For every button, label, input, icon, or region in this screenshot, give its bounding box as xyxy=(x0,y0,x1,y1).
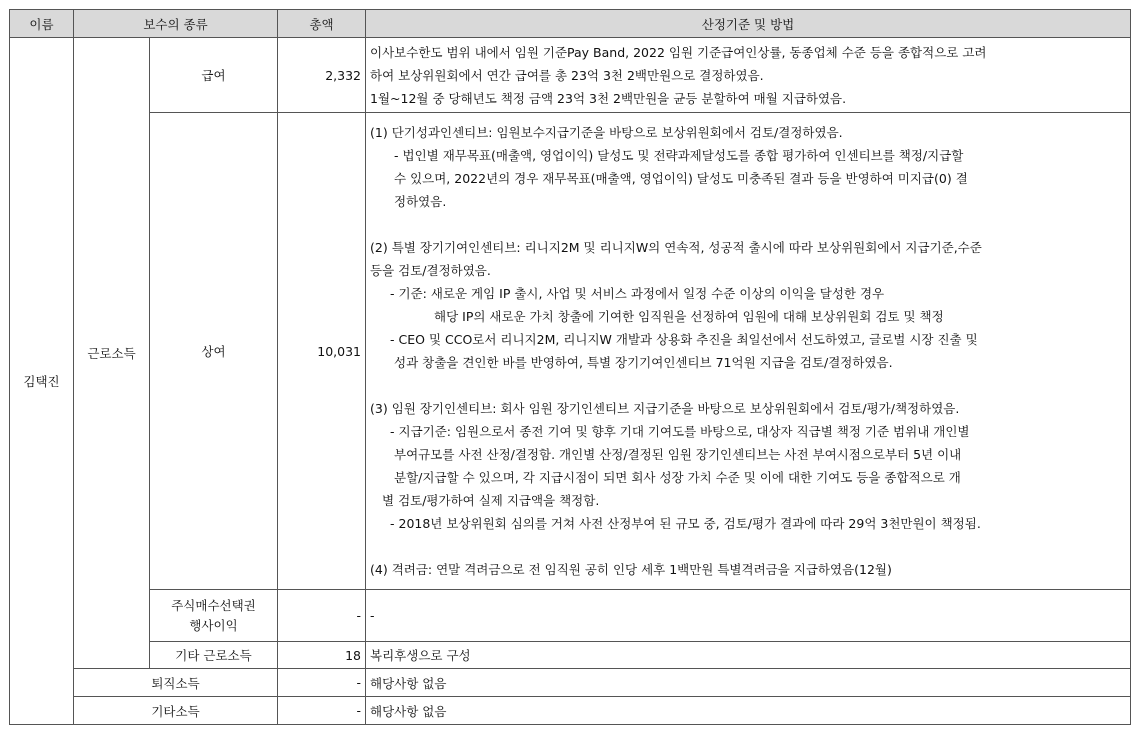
desc-line: 이사보수한도 범위 내에서 임원 기준Pay Band, 2022 임원 기준급여인상률, 동종업체 수준 등을 종합적으로 고려 xyxy=(370,44,987,60)
desc-line: 수 있으며, 2022년의 경우 재무목표(매출액, 영업이익) 달성도 미충족된 결과 등을 반영하여 미지급(0) 결 xyxy=(394,171,968,186)
person-name: 김택진 xyxy=(10,38,74,725)
table-row xyxy=(10,113,1131,590)
desc-line: (3) 임원 장기인센티브: 회사 임원 장기인센티브 지급기준을 바탕으로 보상위원회에서 검토/평가/책정하였음. xyxy=(370,401,960,416)
header-criteria: 산정기준 및 방법 xyxy=(366,10,1131,38)
retirement-amount: - xyxy=(278,669,366,697)
table-row xyxy=(10,590,1131,642)
desc-line: 등을 검토/결정하였음. xyxy=(370,263,491,278)
stock-option-label-line: 주식매수선택권 xyxy=(171,597,256,613)
header-type: 보수의 종류 xyxy=(74,10,278,38)
table-row xyxy=(10,669,1131,697)
desc-line: 별 검토/평가하여 실제 지급액을 책정함. xyxy=(382,493,600,508)
desc-line: (4) 격려금: 연말 격려금으로 전 임직원 공히 인당 세후 1백만원 특별격려금을 지급하였음(12월) xyxy=(370,562,892,577)
stock-option-amount: - xyxy=(278,590,366,642)
desc-line: 1월~12월 중 당해년도 책정 금액 23억 3천 2백만원을 균등 분할하여 매월 지급하였음. xyxy=(370,90,847,106)
other-income-description: 해당사항 없음 xyxy=(366,697,1131,725)
bonus-amount: 10,031 xyxy=(278,113,366,590)
header-amount: 총액 xyxy=(278,10,366,38)
other-labor-label: 기타 근로소득 xyxy=(150,642,278,669)
blank-line xyxy=(370,535,1126,558)
desc-line: 하여 보상위원회에서 연간 급여를 총 23억 3천 2백만원으로 결정하였음. xyxy=(370,67,764,83)
salary-description xyxy=(366,38,1131,113)
bonus-label: 상여 xyxy=(150,113,278,590)
other-labor-amount: 18 xyxy=(278,642,366,669)
desc-line: 해당 IP의 새로운 가치 창출에 기여한 임직원을 선정하여 임원에 대해 보상위원회 검토 및 책정 xyxy=(434,309,944,324)
table-row xyxy=(10,697,1131,725)
stock-option-label xyxy=(150,590,278,642)
compensation-table xyxy=(9,9,1131,725)
desc-line: - 2018년 보상위원회 심의를 거쳐 사전 산정부여 된 규모 중, 검토/평가 결과에 따라 29억 3천만원이 책정됨. xyxy=(390,516,981,531)
table-row xyxy=(10,38,1131,113)
desc-line: 분할/지급할 수 있으며, 각 지급시점이 되면 회사 성장 가치 수준 및 이에 대한 기여도 등을 종합적으로 개 xyxy=(394,470,961,485)
retirement-description: 해당사항 없음 xyxy=(366,669,1131,697)
blank-line xyxy=(370,374,1126,397)
stock-option-description: - xyxy=(366,590,1131,642)
salary-amount: 2,332 xyxy=(278,38,366,113)
header-row xyxy=(10,10,1131,38)
desc-line: 정하였음. xyxy=(394,194,447,209)
desc-line: - CEO 및 CCO로서 리니지2M, 리니지W 개발과 상용화 추진을 최일선에서 선도하였고, 글로벌 시장 진출 및 xyxy=(390,332,978,347)
retirement-label: 퇴직소득 xyxy=(74,669,278,697)
labor-income-label: 근로소득 xyxy=(74,38,150,669)
blank-line xyxy=(370,213,1126,236)
other-income-amount: - xyxy=(278,697,366,725)
other-labor-description: 복리후생으로 구성 xyxy=(366,642,1131,669)
table-row xyxy=(10,642,1131,669)
header-name: 이름 xyxy=(10,10,74,38)
desc-line: - 법인별 재무목표(매출액, 영업이익) 달성도 및 전략과제달성도를 종합 평가하여 인센티브를 책정/지급할 xyxy=(394,148,964,163)
desc-line: 성과 창출을 견인한 바를 반영하여, 특별 장기기여인센티브 71억원 지급을 검토/결정하였음. xyxy=(394,355,893,370)
desc-line: (2) 특별 장기기여인센티브: 리니지2M 및 리니지W의 연속적, 성공적 출시에 따라 보상위원회에서 지급기준,수준 xyxy=(370,240,982,255)
desc-line: - 기준: 새로운 게임 IP 출시, 사업 및 서비스 과정에서 일정 수준 이상의 이익을 달성한 경우 xyxy=(390,286,885,301)
salary-label: 급여 xyxy=(150,38,278,113)
stock-option-label-line: 행사이익 xyxy=(189,617,238,633)
desc-line: 부여규모를 사전 산정/결정함. 개인별 산정/결정된 임원 장기인센티브는 사전 부여시점으로부터 5년 이내 xyxy=(394,447,962,462)
desc-line: - 지급기준: 임원으로서 종전 기여 및 향후 기대 기여도를 바탕으로, 대상자 직급별 책정 기준 범위내 개인별 xyxy=(390,424,970,439)
bonus-description xyxy=(366,113,1131,590)
other-income-label: 기타소득 xyxy=(74,697,278,725)
desc-line: (1) 단기성과인센티브: 임원보수지급기준을 바탕으로 보상위원회에서 검토/결정하였음. xyxy=(370,125,843,140)
